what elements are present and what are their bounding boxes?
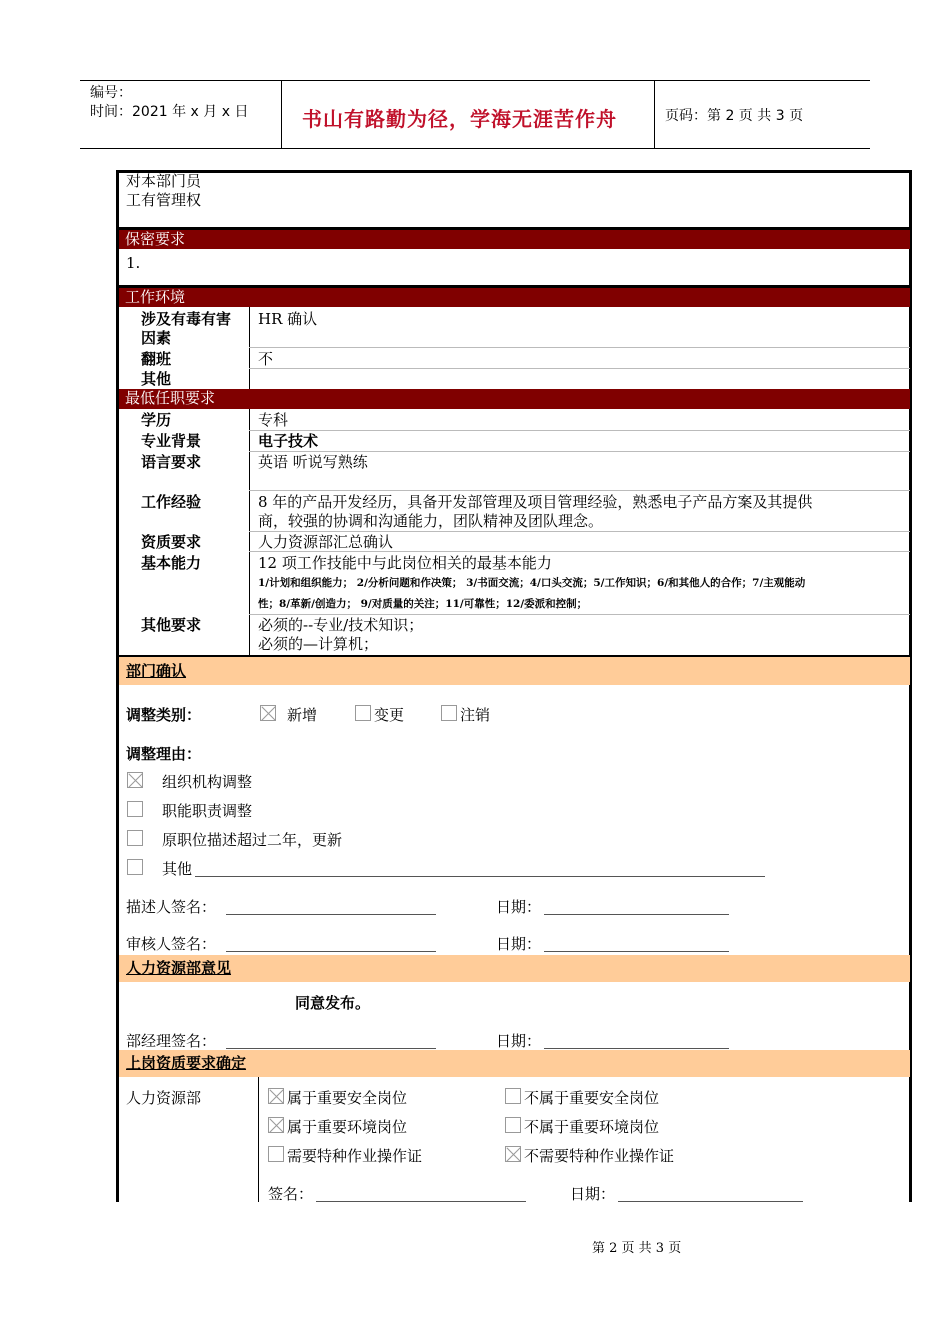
type-cancel-checkbox[interactable] [441, 705, 457, 721]
shift-label: 翻班 [141, 350, 172, 368]
non-env-post-checkbox[interactable] [505, 1117, 521, 1133]
row-rule [249, 368, 910, 369]
education-label: 学历 [141, 411, 172, 429]
special-cert-checkbox[interactable] [268, 1146, 284, 1162]
language-label: 语言要求 [141, 453, 202, 471]
qualification-value: 人力资源部汇总确认 [258, 533, 394, 551]
no-special-cert-label: 不需要特种作业操作证 [524, 1147, 675, 1165]
reason-duty-label: 职能职责调整 [162, 802, 253, 820]
non-safety-post-checkbox[interactable] [505, 1088, 521, 1104]
reviewer-sign-label: 审核人签名： [126, 935, 217, 953]
env-post-checkbox[interactable] [268, 1117, 284, 1133]
doc-time-label: 时间：2021 年 x 月 x 日 [90, 104, 249, 120]
reason-update-label: 原职位描述超过二年，更新 [162, 831, 343, 849]
type-cancel-label: 注销 [460, 706, 491, 724]
section-work-environment: 工作环境 [119, 288, 910, 307]
env-post-label: 属于重要环境岗位 [287, 1118, 408, 1136]
manager-sign-field[interactable] [226, 1048, 436, 1049]
post-date-label: 日期： [570, 1185, 616, 1203]
confidentiality-item: 1. [126, 254, 141, 272]
experience-label: 工作经验 [141, 493, 202, 511]
education-value: 专科 [258, 411, 289, 429]
reason-org-checkbox[interactable] [127, 772, 143, 788]
footer-page-info: 第 2 页 共 3 页 [592, 1241, 682, 1256]
mgmt-text-2: 工有管理权 [126, 191, 202, 209]
adjust-reason-label: 调整理由： [126, 745, 202, 763]
row-rule [249, 614, 910, 615]
other-req-label: 其他要求 [141, 616, 202, 634]
post-date-field[interactable] [618, 1201, 803, 1202]
ability-intro: 12 项工作技能中与此岗位相关的最基本能力 [258, 554, 552, 572]
reason-other-label: 其他 [162, 860, 193, 878]
type-new-label: 新增 [287, 706, 318, 724]
header-divider [654, 80, 655, 149]
row-rule [249, 551, 910, 552]
experience-value-2: 商，较强的协调和沟通能力，团队精神及团队理念。 [258, 512, 604, 530]
post-sign-field[interactable] [316, 1201, 526, 1202]
describer-date-field[interactable] [544, 914, 729, 915]
shift-value: 不 [258, 350, 274, 368]
page-code: 页码：第 2 页 共 3 页 [665, 108, 804, 124]
section-hr-opinion: 人力资源部意见 [119, 955, 910, 982]
language-value: 英语 听说写熟练 [258, 453, 368, 471]
manager-date-label: 日期： [496, 1032, 542, 1050]
post-sign-label: 签名： [268, 1185, 314, 1203]
mgmt-text-1: 对本部门员 [126, 172, 202, 190]
doc-number-label: 编号： [90, 85, 132, 101]
safety-post-label: 属于重要安全岗位 [287, 1089, 408, 1107]
reviewer-date-label: 日期： [496, 935, 542, 953]
other-req-1: 必须的--专业/技术知识； [258, 616, 424, 634]
no-special-cert-checkbox[interactable] [505, 1146, 521, 1162]
row-rule [249, 451, 910, 452]
hazard-label-2: 因素 [141, 329, 172, 347]
row-rule [249, 347, 910, 348]
major-value: 电子技术 [258, 432, 319, 450]
manager-date-field[interactable] [544, 1048, 729, 1049]
adjust-type-label: 调整类别： [126, 706, 202, 724]
row-rule [249, 531, 910, 532]
ability-list-1: 1/计划和组织能力； 2/分析问题和作决策； 3/书面交流；4/口头交流；5/工作知识；6/和其他人的合作；7/主观能动 [258, 577, 806, 589]
row-rule [249, 490, 910, 491]
safety-post-checkbox[interactable] [268, 1088, 284, 1104]
reason-org-label: 组织机构调整 [162, 773, 253, 791]
col-divider [249, 307, 250, 389]
hazard-label: 涉及有毒有害 [141, 310, 232, 328]
section-confidentiality: 保密要求 [119, 230, 910, 249]
header-motto: 书山有路勤为径，学海无涯苦作舟 [302, 107, 617, 131]
header-top-rule [80, 80, 870, 81]
reviewer-date-field[interactable] [544, 951, 729, 952]
type-change-label: 变更 [374, 706, 405, 724]
major-label: 专业背景 [141, 432, 202, 450]
col-divider [258, 1077, 259, 1202]
qualification-label: 资质要求 [141, 533, 202, 551]
ability-label: 基本能力 [141, 554, 202, 572]
special-cert-label: 需要特种作业操作证 [287, 1147, 423, 1165]
non-env-post-label: 不属于重要环境岗位 [524, 1118, 660, 1136]
type-change-checkbox[interactable] [355, 705, 371, 721]
reason-update-checkbox[interactable] [127, 830, 143, 846]
row-rule [249, 430, 910, 431]
section-post-qualification: 上岗资质要求确定 [119, 1050, 910, 1077]
describer-sign-field[interactable] [226, 914, 436, 915]
experience-value-1: 8 年的产品开发经历，具备开发部管理及项目管理经验，熟悉电子产品方案及其提供 [258, 493, 813, 511]
reason-other-field[interactable] [195, 876, 765, 877]
reviewer-sign-field[interactable] [226, 951, 436, 952]
section-min-requirements: 最低任职要求 [119, 389, 910, 409]
manager-sign-label: 部经理签名： [126, 1032, 217, 1050]
describer-date-label: 日期： [496, 898, 542, 916]
hr-opinion-text: 同意发布。 [295, 994, 371, 1012]
ability-list-2: 性；8/革新/创造力； 9/对质量的关注；11/可靠性；12/委派和控制； [258, 598, 588, 610]
other-req-2: 必须的—计算机； [258, 635, 379, 653]
col-divider [249, 409, 250, 656]
reason-other-checkbox[interactable] [127, 859, 143, 875]
env-other-label: 其他 [141, 370, 172, 388]
header-bottom-rule [80, 148, 870, 149]
hr-dept-label: 人力资源部 [126, 1089, 202, 1107]
reason-duty-checkbox[interactable] [127, 801, 143, 817]
hazard-value: HR 确认 [258, 310, 318, 328]
header-divider [281, 80, 282, 149]
type-new-checkbox[interactable] [260, 705, 276, 721]
frame-top-rule [116, 170, 912, 173]
describer-sign-label: 描述人签名： [126, 898, 217, 916]
non-safety-post-label: 不属于重要安全岗位 [524, 1089, 660, 1107]
section-dept-confirm: 部门确认 [119, 657, 910, 685]
